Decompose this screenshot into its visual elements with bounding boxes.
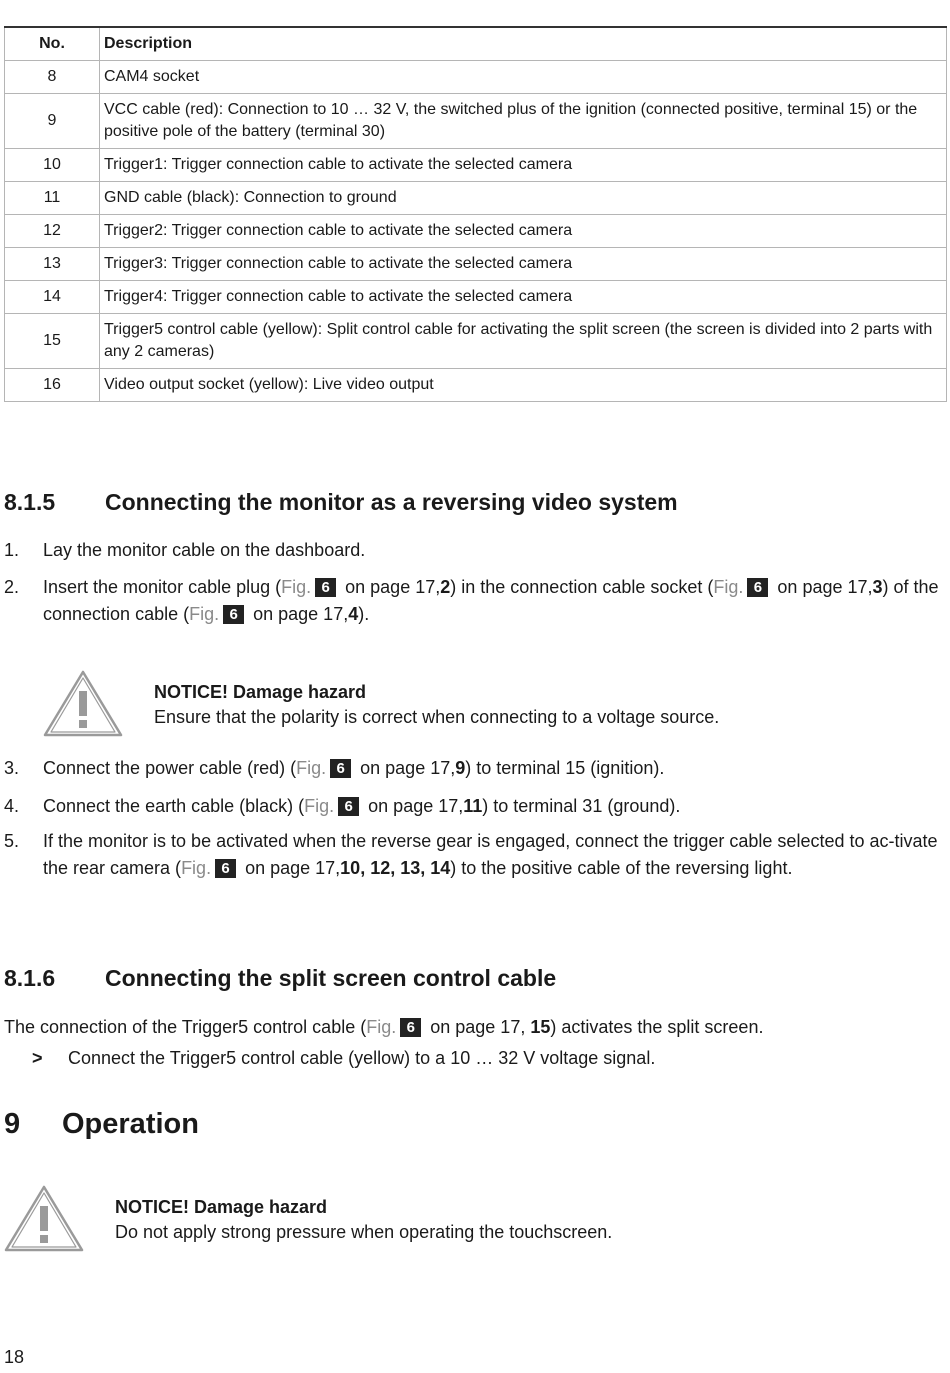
row-number: 8 — [5, 61, 100, 94]
row-number: 16 — [5, 369, 100, 402]
column-header-description: Description — [100, 27, 947, 61]
step-number: 4. — [4, 796, 20, 816]
notice-title: NOTICE! Damage hazard — [154, 682, 367, 702]
step-text: Connect the earth cable (black) (Fig. 6 on page 17,11) to terminal 31 (ground). — [43, 796, 681, 816]
row-description: Trigger4: Trigger connection cable to activate the selected camera — [100, 281, 947, 314]
figure-reference[interactable]: Fig. — [189, 604, 220, 624]
split-screen-paragraph: The connection of the Trigger5 control cable (Fig. 6 on page 17, 15) activates the split screen. — [4, 1017, 764, 1037]
figure-number-badge: 6 — [223, 605, 244, 624]
section-title: Connecting the monitor as a reversing video system — [105, 489, 678, 515]
row-number: 12 — [5, 215, 100, 248]
figure-reference[interactable]: Fig. — [281, 577, 312, 597]
row-description: Trigger1: Trigger connection cable to activate the selected camera — [100, 149, 947, 182]
chapter-title: Operation — [62, 1108, 199, 1140]
section-number: 8.1.6 — [4, 965, 56, 991]
section-heading-816 — [4, 965, 556, 992]
table-row — [5, 149, 947, 182]
chapter-heading-9 — [4, 1108, 199, 1141]
figure-reference[interactable]: Fig. — [713, 577, 744, 597]
notice-text: Do not apply strong pressure when operating the touchscreen. — [115, 1222, 613, 1242]
notice-box — [154, 680, 719, 730]
section-number: 8.1.5 — [4, 489, 56, 515]
table-row — [5, 248, 947, 281]
step-3 — [4, 755, 944, 782]
warning-triangle-icon — [3, 1184, 85, 1254]
figure-number-badge: 6 — [330, 759, 351, 778]
step-text: If the monitor is to be activated when the reverse gear is engaged, connect the trigger cable selected to ac-tivate the rear camera (Fig. 6 on page 17,10, 12, 13, 14) to the positive cable of the reversing light. — [43, 831, 938, 878]
row-description: VCC cable (red): Connection to 10 … 32 V, the switched plus of the ignition (connected positive, terminal 15) or the positive pole of the battery (terminal 30) — [100, 94, 947, 149]
figure-reference[interactable]: Fig. — [304, 796, 335, 816]
table-row — [5, 61, 947, 94]
row-description: Trigger2: Trigger connection cable to activate the selected camera — [100, 215, 947, 248]
notice-text: Ensure that the polarity is correct when connecting to a voltage source. — [154, 707, 720, 727]
cable-table — [4, 26, 947, 402]
row-description: Trigger3: Trigger connection cable to activate the selected camera — [100, 248, 947, 281]
table-row — [5, 182, 947, 215]
row-number: 14 — [5, 281, 100, 314]
table-row — [5, 369, 947, 402]
row-number: 15 — [5, 314, 100, 369]
figure-reference[interactable]: Fig. — [366, 1017, 397, 1037]
table-row — [5, 281, 947, 314]
row-number: 9 — [5, 94, 100, 149]
row-number: 10 — [5, 149, 100, 182]
step-text: Connect the power cable (red) (Fig. 6 on page 17,9) to terminal 15 (ignition). — [43, 758, 665, 778]
figure-number-badge: 6 — [215, 859, 236, 878]
step-4 — [4, 793, 944, 820]
row-description: CAM4 socket — [100, 61, 947, 94]
step-number: 5. — [4, 831, 20, 851]
figure-number-badge: 6 — [747, 578, 768, 597]
row-number: 13 — [5, 248, 100, 281]
step-text: Insert the monitor cable plug (Fig. 6 on page 17,2) in the connection cable socket (Fig. 6 on page 17,3) of the connection cable (Fig. 6 on page 17,4). — [43, 577, 939, 624]
figure-number-badge: 6 — [400, 1018, 421, 1037]
step-2 — [4, 574, 944, 628]
column-header-no: No. — [5, 27, 100, 61]
step-1 — [4, 537, 944, 564]
bullet-text: Connect the Trigger5 control cable (yellow) to a 10 … 32 V voltage signal. — [68, 1048, 656, 1068]
page-number: 18 — [4, 1347, 25, 1367]
step-number: 2. — [4, 577, 20, 597]
step-number: 1. — [4, 540, 20, 560]
bullet-arrow: > — [32, 1048, 43, 1068]
figure-number-badge: 6 — [338, 797, 359, 816]
table-header-row — [5, 27, 947, 61]
warning-triangle-icon — [42, 669, 124, 739]
section-title: Connecting the split screen control cable — [105, 965, 557, 991]
row-number: 11 — [5, 182, 100, 215]
table-row — [5, 314, 947, 369]
row-description: Trigger5 control cable (yellow): Split control cable for activating the split screen (the screen is divided into 2 parts with any 2 cameras) — [100, 314, 947, 369]
section-heading-815 — [4, 489, 678, 516]
row-description: Video output socket (yellow): Live video output — [100, 369, 947, 402]
figure-number-badge: 6 — [315, 578, 336, 597]
figure-reference[interactable]: Fig. — [181, 858, 212, 878]
table-row — [5, 94, 947, 149]
row-description: GND cable (black): Connection to ground — [100, 182, 947, 215]
notice-box — [115, 1195, 612, 1245]
table-row — [5, 215, 947, 248]
instruction-bullet — [32, 1045, 655, 1072]
step-text: Lay the monitor cable on the dashboard. — [43, 540, 366, 560]
notice-title: NOTICE! Damage hazard — [115, 1197, 328, 1217]
chapter-number: 9 — [4, 1108, 21, 1140]
step-5 — [4, 828, 944, 882]
figure-reference[interactable]: Fig. — [296, 758, 327, 778]
step-number: 3. — [4, 758, 20, 778]
